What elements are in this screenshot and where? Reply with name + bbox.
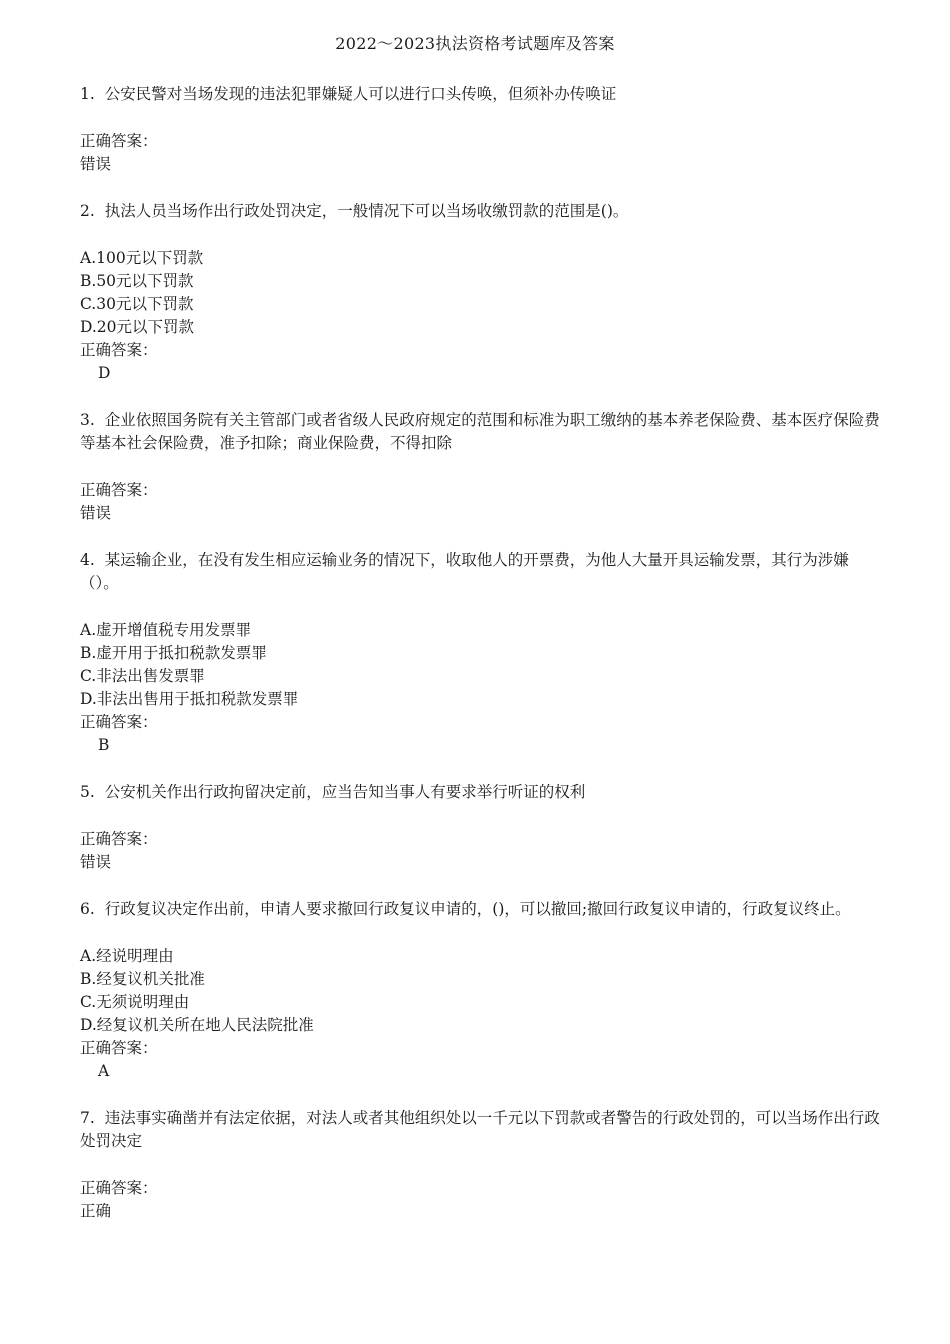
- question-item: [80, 409, 880, 525]
- question-stem: [80, 409, 880, 455]
- answer-value: 错误: [80, 504, 112, 522]
- question-number: 4.: [80, 551, 95, 569]
- answer-label: 正确答案：: [80, 1179, 158, 1197]
- answer-label: 正确答案：: [80, 830, 158, 848]
- question-text: 公安机关作出行政拘留决定前，应当告知当事人有要求举行听证的权利: [104, 783, 586, 801]
- question-text: 企业依照国务院有关主管部门或者省级人民政府规定的范围和标准为职工缴纳的基本养老保险费、基本医疗保险费等基本社会保险费，准予扣除；商业保险费，不得扣除: [80, 411, 880, 452]
- answer-value: 正确: [80, 1202, 112, 1220]
- option-b: B.经复议机关批准: [80, 970, 205, 988]
- question-number: 1.: [80, 85, 95, 103]
- question-list: [80, 83, 880, 1247]
- question-item: [80, 83, 880, 176]
- answer-value: D: [98, 364, 111, 382]
- answer-value: A: [98, 1062, 110, 1080]
- option-d: D.20元以下罚款: [80, 318, 195, 336]
- answer-label: 正确答案：: [80, 713, 158, 731]
- option-c: C.非法出售发票罪: [80, 667, 205, 685]
- option-d: D.经复议机关所在地人民法院批准: [80, 1016, 314, 1034]
- question-number: 5.: [80, 783, 95, 801]
- question-text: 执法人员当场作出行政处罚决定，一般情况下可以当场收缴罚款的范围是()。: [104, 202, 629, 220]
- question-item: [80, 200, 880, 385]
- question-stem: [80, 781, 880, 804]
- answer-value: B: [98, 736, 110, 754]
- answer-label: 正确答案：: [80, 341, 158, 359]
- option-c: C.30元以下罚款: [80, 295, 194, 313]
- question-text: 违法事实确凿并有法定依据，对法人或者其他组织处以一千元以下罚款或者警告的行政处罚的，可以当场作出行政处罚决定: [80, 1109, 880, 1150]
- question-number: 6.: [80, 900, 95, 918]
- question-number: 2.: [80, 202, 95, 220]
- question-text: 某运输企业，在没有发生相应运输业务的情况下，收取他人的开票费，为他人大量开具运输发票，其行为涉嫌（）。: [80, 551, 849, 592]
- option-a: A.虚开增值税专用发票罪: [80, 621, 252, 639]
- question-item: [80, 781, 880, 874]
- option-b: B.虚开用于抵扣税款发票罪: [80, 644, 267, 662]
- option-d: D.非法出售用于抵扣税款发票罪: [80, 690, 299, 708]
- answer-label: 正确答案：: [80, 481, 158, 499]
- question-stem: [80, 898, 880, 921]
- answer-value: 错误: [80, 155, 112, 173]
- question-stem: [80, 200, 880, 223]
- answer-label: 正确答案：: [80, 1039, 158, 1057]
- question-stem: [80, 1107, 880, 1153]
- question-stem: [80, 549, 880, 595]
- option-a: A.100元以下罚款: [80, 249, 204, 267]
- question-number: 3.: [80, 411, 95, 429]
- option-a: A.经说明理由: [80, 947, 174, 965]
- document-title: 2022～2023执法资格考试题库及答案: [335, 34, 615, 53]
- question-text: 行政复议决定作出前，申请人要求撤回行政复议申请的，()，可以撤回;撤回行政复议申请的，行政复议终止。: [104, 900, 851, 918]
- answer-value: 错误: [80, 853, 112, 871]
- question-number: 7.: [80, 1109, 95, 1127]
- question-item: [80, 549, 880, 757]
- answer-label: 正确答案：: [80, 132, 158, 150]
- question-stem: [80, 83, 880, 106]
- question-text: 公安民警对当场发现的违法犯罪嫌疑人可以进行口头传唤，但须补办传唤证: [104, 85, 617, 103]
- question-item: [80, 898, 880, 1083]
- option-b: B.50元以下罚款: [80, 272, 194, 290]
- question-item: [80, 1107, 880, 1223]
- option-c: C.无须说明理由: [80, 993, 190, 1011]
